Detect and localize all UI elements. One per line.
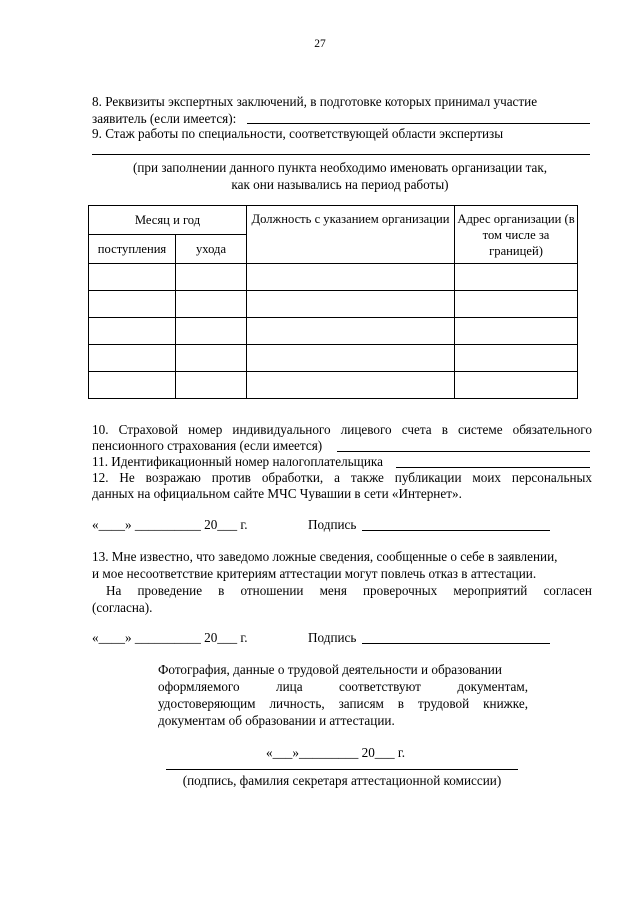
item9-answer-field[interactable] — [92, 154, 590, 155]
table-row — [89, 345, 578, 372]
item13-line4: (согласна). — [92, 600, 153, 615]
table-cell[interactable] — [176, 264, 247, 291]
item9-note-line2: как они назывались на период работы) — [231, 177, 449, 192]
table-cell[interactable] — [455, 291, 578, 318]
table-cell[interactable] — [247, 318, 455, 345]
table-row — [89, 372, 578, 399]
header-start: поступления — [89, 235, 176, 264]
confirmation-line1: Фотография, данные о трудовой деятельности и образовании — [158, 662, 502, 677]
table-cell[interactable] — [89, 264, 176, 291]
work-history-table — [88, 205, 578, 399]
item13-line1: 13. Мне известно, что заведомо ложные сведения, сообщенные о себе в заявлении, — [92, 549, 558, 564]
item9-line1: 9. Стаж работы по специальности, соответствующей области экспертизы — [92, 126, 504, 141]
table-cell[interactable] — [455, 318, 578, 345]
item8-line2: заявитель (если имеется): — [92, 111, 237, 126]
signature1-date[interactable]: «____» __________ 20___ г. — [92, 517, 248, 532]
signature2-field[interactable] — [362, 643, 550, 644]
table-cell[interactable] — [176, 318, 247, 345]
table-cell[interactable] — [89, 291, 176, 318]
secretary-caption: (подпись, фамилия секретаря аттестационной комиссии) — [182, 773, 502, 788]
header-position: Должность с указанием организации — [247, 206, 455, 264]
item13-line3: На проведение в отношении меня проверочных мероприятий согласен — [106, 583, 592, 598]
table-cell[interactable] — [455, 264, 578, 291]
confirmation-line2: оформляемого лица соответствуют документам, — [158, 679, 528, 694]
header-month-year: Месяц и год — [89, 206, 247, 235]
signature2-date[interactable]: «____» __________ 20___ г. — [92, 630, 248, 645]
item12-line2: данных на официальном сайте МЧС Чувашии в сети «Интернет». — [92, 486, 462, 501]
page-number: 27 — [314, 38, 326, 50]
secretary-date[interactable]: «___»_________ 20___ г. — [266, 745, 406, 760]
table-cell[interactable] — [247, 264, 455, 291]
confirmation-line4: документам об образовании и аттестации. — [158, 713, 395, 728]
confirmation-line3: удостоверяющим личность, записям в трудовой книжке, — [158, 696, 528, 711]
signature1-field[interactable] — [362, 530, 550, 531]
item10-line2: пенсионного страхования (если имеется) — [92, 438, 323, 453]
table-cell[interactable] — [247, 291, 455, 318]
item12-line1: 12. Не возражаю против обработки, а также публикации моих персональных — [92, 470, 592, 485]
signature2-label: Подпись — [308, 630, 357, 645]
table-row — [89, 318, 578, 345]
header-end: ухода — [176, 235, 247, 264]
table-cell[interactable] — [176, 291, 247, 318]
header-address: Адрес организации (в том числе за границей) — [455, 206, 578, 264]
item9-note-line1: (при заполнении данного пункта необходимо именовать организации так, — [132, 160, 548, 175]
item13-line2: и мое несоответствие критериям аттестации могут повлечь отказ в аттестации. — [92, 566, 537, 581]
table-cell[interactable] — [247, 345, 455, 372]
table-cell[interactable] — [247, 372, 455, 399]
item8-line1: 8. Реквизиты экспертных заключений, в подготовке которых принимал участие — [92, 94, 538, 109]
table-row — [89, 264, 578, 291]
table-cell[interactable] — [176, 372, 247, 399]
table-cell[interactable] — [89, 318, 176, 345]
secretary-signature-field[interactable] — [166, 769, 518, 770]
table-cell[interactable] — [455, 372, 578, 399]
item8-answer-field[interactable] — [247, 123, 590, 124]
table-cell[interactable] — [89, 372, 176, 399]
item11-line1: 11. Идентификационный номер налогоплательщика — [92, 454, 383, 469]
item10-line1: 10. Страховой номер индивидуального лицевого счета в системе обязательного — [92, 422, 592, 437]
signature1-label: Подпись — [308, 517, 357, 532]
table-cell[interactable] — [455, 345, 578, 372]
item11-answer-field[interactable] — [396, 467, 590, 468]
item10-answer-field[interactable] — [337, 451, 590, 452]
table-cell[interactable] — [176, 345, 247, 372]
table-row — [89, 291, 578, 318]
table-cell[interactable] — [89, 345, 176, 372]
